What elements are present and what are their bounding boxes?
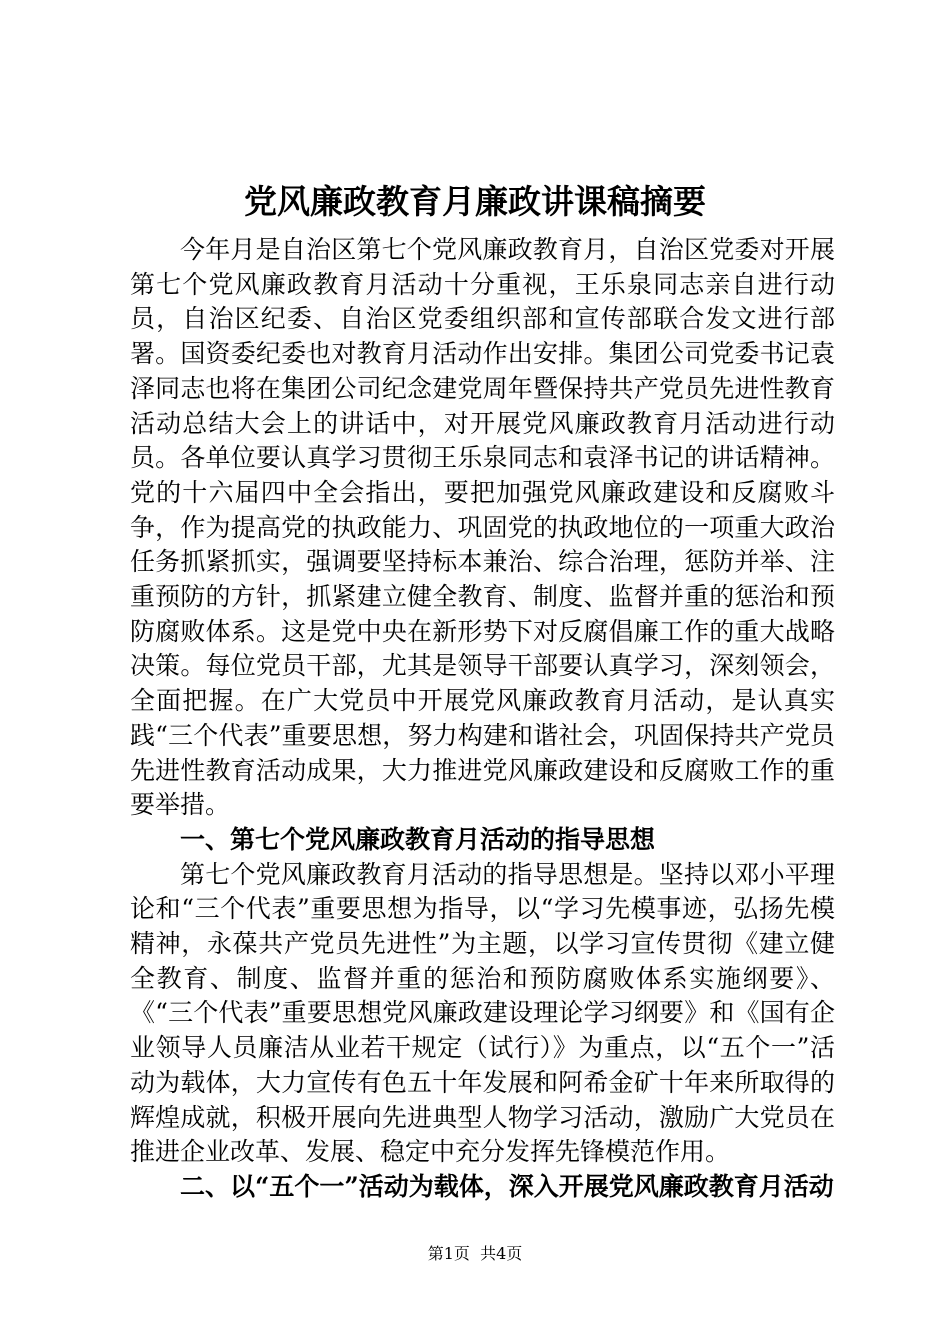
paragraph-guiding-thought: 第七个党风廉政教育月活动的指导思想是。坚持以邓小平理论和“三个代表”重要思想为指导，以“学习先模事迹，弘扬先模精神，永葆共产党员先进性”为主题，以学习宣传贯彻《建立健全教育、制度、监督并重的惩治和预防腐败体系实施纲要》、《“三个代表”重要思想党风廉政建设理论学习纲要》和《国有企业领导人员廉洁从业若干规定（试行）》为重点，以“五个一”活动为载体，大力宣传有色五十年发展和阿希金矿十年来所取得的辉煌成就，积极开展向先进典型人物学习活动，激励广大党员在推进企业改革、发展、稳定中充分发挥先锋模范作用。 [130, 859, 835, 1167]
section-heading-2: 二、以“五个一”活动为载体，深入开展党风廉政教育月活动 [180, 1171, 834, 1201]
paragraph-intro: 今年月是自治区第七个党风廉政教育月，自治区党委对开展第七个党风廉政教育月活动十分重视，王乐泉同志亲自进行动员，自治区纪委、自治区党委组织部和宣传部联合发文进行部署。国资委纪委也对教育月活动作出安排。集团公司党委书记袁泽同志也将在集团公司纪念建党周年暨保持共产党员先进性教育活动总结大会上的讲话中，对开展党风廉政教育月活动进行动员。各单位要认真学习贯彻王乐泉同志和袁泽书记的讲话精神。党的十六届四中全会指出，要把加强党风廉政建设和反腐败斗争，作为提高党的执政能力、巩固党的执政地位的一项重大政治任务抓紧抓实，强调要坚持标本兼治、综合治理，惩防并举、注重预防的方针，抓紧建立健全教育、制度、监督并重的惩治和预防腐败体系。这是党中央在新形势下对反腐倡廉工作的重大战略决策。每位党员干部，尤其是领导干部要认真学习，深刻领会，全面把握。在广大党员中开展党风廉政教育月活动，是认真实践“三个代表”重要思想，努力构建和谐社会，巩固保持共产党员先进性教育活动成果，大力推进党风廉政建设和反腐败工作的重要举措。 [130, 235, 835, 820]
page-total: 共4页 [480, 1244, 523, 1263]
document-title: 党风廉政教育月廉政讲课稿摘要 [244, 182, 706, 221]
document-body [130, 233, 835, 1205]
page-footer [0, 1244, 950, 1264]
page-number: 第1页 [427, 1244, 470, 1263]
section-heading-1: 一、第七个党风廉政教育月活动的指导思想 [180, 824, 656, 854]
